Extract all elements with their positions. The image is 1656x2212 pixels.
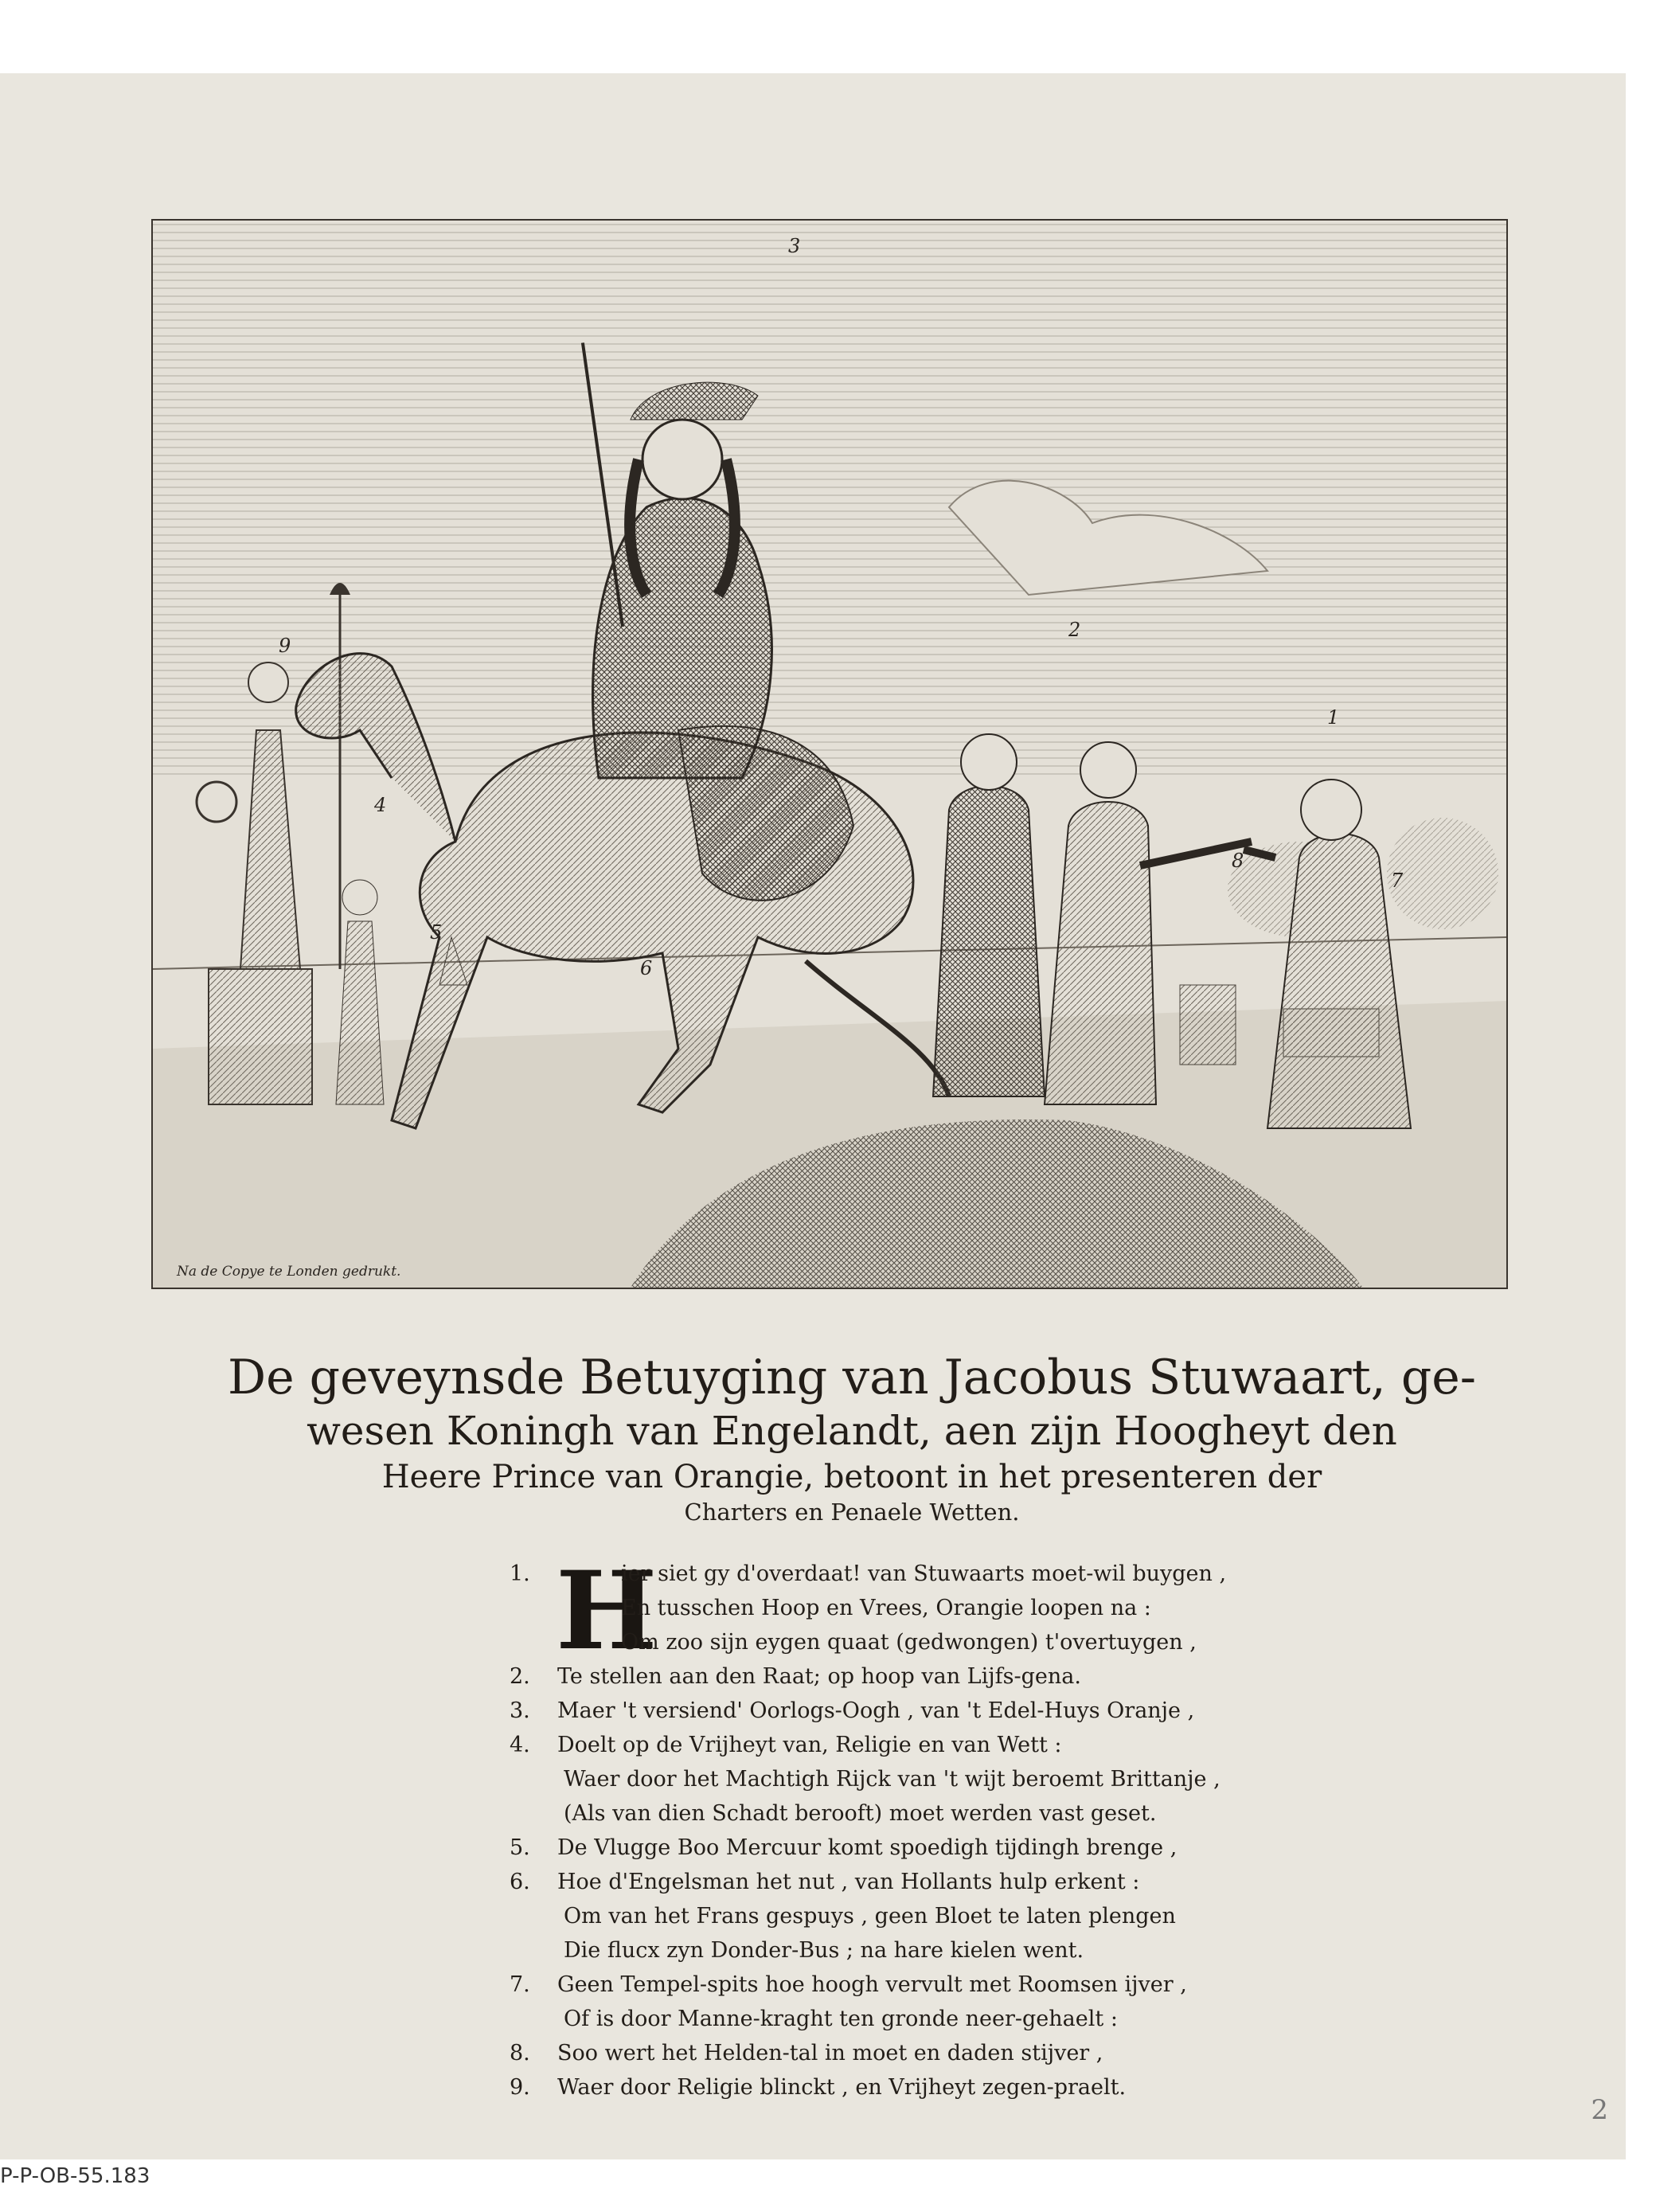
line-number: 1. — [510, 1561, 530, 1586]
line-number: 3. — [510, 1698, 530, 1723]
line-number: 9. — [510, 2075, 530, 2100]
poem-line — [510, 1591, 1226, 1625]
angel-figure — [336, 921, 384, 1104]
figure-number: 1 — [1327, 706, 1340, 729]
chancellor-figure — [933, 786, 1045, 1096]
line-number: 6. — [510, 1870, 530, 1894]
line-text: ier siet gy d'overdaat! van Stuwaarts moet-wil buygen , — [621, 1561, 1227, 1586]
line-text: Te stellen aan den Raat; op hoop van Lijfs-gena. — [557, 1664, 1081, 1689]
figure-number: 2 — [1068, 619, 1081, 641]
line-number: 7. — [510, 1972, 530, 1997]
william-head — [1301, 780, 1361, 840]
figure-number: 7 — [1391, 870, 1404, 892]
battle-smoke — [1387, 818, 1498, 929]
line-text: Waer door Religie blinckt , en Vrijheyt zegen-praelt. — [557, 2075, 1127, 2100]
poem-line — [510, 1625, 1226, 1659]
wreath — [197, 782, 236, 822]
line-text: Doelt op de Vrijheyt van, Religie en van Wett : — [557, 1733, 1062, 1757]
line-text: Die flucx zyn Donder-Bus ; na hare kielen went. — [564, 1938, 1084, 1963]
inventory-stamp: P-P-OB-55.183 — [0, 2164, 150, 2188]
figure-number: 8 — [1232, 850, 1244, 872]
drop-cap: H — [556, 1547, 658, 1674]
line-text: Waer door het Machtigh Rijck van 't wijt beroemt Brittanje , — [564, 1767, 1221, 1792]
corner-mark: 2 — [1591, 2094, 1608, 2126]
poem-line — [510, 2070, 1226, 2105]
line-text: Om van het Frans gespuys , geen Bloet te laten plengen — [564, 1904, 1176, 1929]
title-line-2: wesen Koningh van Engelandt, aen zijn Hoogheyt den — [307, 1408, 1397, 1454]
title-line-4: Charters en Penaele Wetten. — [684, 1499, 1020, 1526]
line-text: Om zoo sijn eygen quaat (gedwongen) t'overtuygen , — [621, 1630, 1197, 1655]
line-text: (Als van dien Schadt berooft) moet werden vast geset. — [564, 1801, 1157, 1826]
poem-line — [510, 1899, 1226, 1933]
poem-line — [510, 1796, 1226, 1831]
line-text: En tusschen Hoop en Vrees, Orangie loopen na : — [621, 1596, 1151, 1620]
title-line-1: De geveynsde Betuyging van Jacobus Stuwaart, ge- — [227, 1350, 1477, 1405]
line-text: Hoe d'Engelsman het nut , van Hollants hulp erkent : — [557, 1870, 1140, 1894]
rider-head — [642, 420, 722, 499]
angel-head — [342, 880, 377, 915]
ruin — [1180, 985, 1236, 1065]
plate-caption: Na de Copye te Londen gedrukt. — [177, 1264, 401, 1280]
engraving-illustration — [153, 221, 1506, 1288]
poem — [510, 1547, 1227, 2105]
figure-number: 4 — [374, 794, 387, 816]
poem-line — [510, 1762, 1226, 1796]
line-number: 5. — [510, 1835, 530, 1860]
line-text: Geen Tempel-spits hoe hoogh vervult met Roomsen ijver , — [557, 1972, 1187, 1997]
figure-number: 5 — [430, 921, 443, 944]
figure-number: 3 — [788, 235, 801, 257]
poem-line — [510, 1694, 1226, 1728]
chancellor-head — [961, 734, 1017, 790]
figure-number: 9 — [279, 635, 291, 657]
line-text: Maer 't versiend' Oorlogs-Oogh , van 't Edel-Huys Oranje , — [557, 1698, 1195, 1723]
statue-head — [248, 662, 288, 702]
poem-line — [510, 1865, 1226, 1899]
line-number: 4. — [510, 1733, 530, 1757]
poem-line — [510, 1933, 1226, 1968]
title-line-3: Heere Prince van Orangie, betoont in het presenteren der — [381, 1459, 1322, 1495]
pedestal — [209, 969, 312, 1104]
poem-line — [510, 1968, 1226, 2002]
line-number: 2. — [510, 1664, 530, 1689]
poem-line — [510, 2002, 1226, 2036]
poem-line — [510, 2036, 1226, 2070]
poem-line — [510, 1659, 1226, 1694]
engraving-plate — [151, 219, 1508, 1289]
poem-line — [510, 1557, 1226, 1591]
poem-line — [510, 1728, 1226, 1762]
line-number: 8. — [510, 2041, 530, 2065]
line-text: Soo wert het Helden-tal in moet en daden stijver , — [557, 2041, 1103, 2065]
line-text: Of is door Manne-kraght ten gronde neer-gehaelt : — [564, 2007, 1118, 2031]
james-head — [1080, 742, 1136, 798]
poem-line — [510, 1831, 1226, 1865]
figure-number: 6 — [640, 957, 653, 979]
james-figure — [1045, 802, 1156, 1104]
line-text: De Vlugge Boo Mercuur komt spoedigh tijdingh brenge , — [557, 1835, 1178, 1860]
